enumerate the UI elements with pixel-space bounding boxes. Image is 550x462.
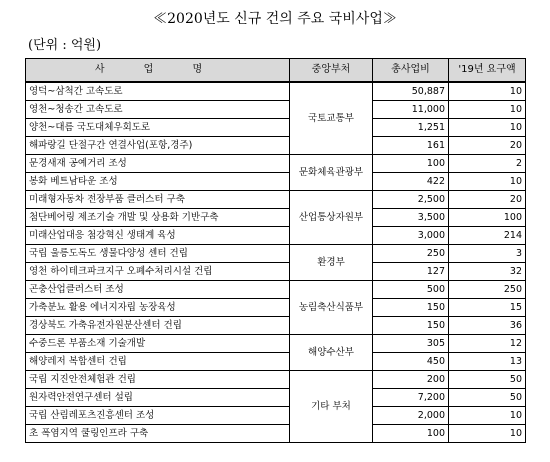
table-row [26,82,526,101]
table-row [26,155,526,173]
request-amount: 10 [449,173,526,191]
table-header-row [26,59,526,83]
table-row [26,335,526,353]
table-row [26,209,526,227]
project-name: 가축분뇨 활용 에너지자립 농장육성 [26,299,290,317]
table-row [26,137,526,155]
request-amount: 13 [449,353,526,371]
total-cost: 150 [373,299,449,317]
project-name: 봉화 베트남타운 조성 [26,173,290,191]
request-amount: 10 [449,119,526,137]
ministry-cell: 환경부 [290,245,373,281]
total-cost: 422 [373,173,449,191]
request-amount: 10 [449,425,526,443]
table-row [26,317,526,335]
total-cost: 2,000 [373,407,449,425]
request-amount: 214 [449,227,526,245]
request-amount: 50 [449,389,526,407]
ministry-cell: 해양수산부 [290,335,373,371]
ministry-cell: 국토교통부 [290,82,373,155]
total-cost: 305 [373,335,449,353]
project-name: 양천~대름 국도대체우회도로 [26,119,290,137]
table-row [26,299,526,317]
request-amount: 15 [449,299,526,317]
total-cost: 3,000 [373,227,449,245]
table-row [26,227,526,245]
column-header-ministry: 중앙부처 [290,59,373,83]
project-name: 원자력안전연구센터 설립 [26,389,290,407]
table-row [26,245,526,263]
total-cost: 3,500 [373,209,449,227]
total-cost: 161 [373,137,449,155]
ministry-cell: 기타 부처 [290,371,373,443]
request-amount: 36 [449,317,526,335]
total-cost: 150 [373,317,449,335]
table-row [26,353,526,371]
project-name: 미래형자동차 전장부품 클러스터 구축 [26,191,290,209]
total-cost: 100 [373,425,449,443]
request-amount: 10 [449,101,526,119]
unit-note: (단위 : 억원) [28,38,102,53]
project-name: 해양레저 복합센터 건립 [26,353,290,371]
total-cost: 500 [373,281,449,299]
request-amount: 250 [449,281,526,299]
column-header-total-cost: 총사업비 [373,59,449,83]
total-cost: 250 [373,245,449,263]
table-row [26,371,526,389]
project-name: 영천 하이테크파크지구 오폐수처리시설 건립 [26,263,290,281]
total-cost: 200 [373,371,449,389]
table-row [26,389,526,407]
request-amount: 10 [449,82,526,101]
project-name: 영덕~삼척간 고속도로 [26,82,290,101]
total-cost: 450 [373,353,449,371]
document-title: ≪2020년도 신규 건의 주요 국비사업≫ [153,11,397,27]
table-row [26,407,526,425]
table-row [26,191,526,209]
project-name: 해파랑길 단절구간 연결사업(포항,경주) [26,137,290,155]
table-row [26,101,526,119]
total-cost: 2,500 [373,191,449,209]
request-amount: 100 [449,209,526,227]
table-row [26,263,526,281]
project-name: 첨단베어링 제조기술 개발 및 상용화 기반구축 [26,209,290,227]
project-name: 국립 울릉도독도 생물다양성 센터 건립 [26,245,290,263]
project-name: 국립 산림레포츠진흥센터 조성 [26,407,290,425]
project-name: 초 폭염지역 쿨링인프라 구축 [26,425,290,443]
column-header-project-name: 사 업 명 [26,59,290,83]
table-row [26,119,526,137]
project-name: 영천~청송간 고속도로 [26,101,290,119]
request-amount: 50 [449,371,526,389]
request-amount: 2 [449,155,526,173]
ministry-cell: 산업통상자원부 [290,191,373,245]
request-amount: 3 [449,245,526,263]
total-cost: 100 [373,155,449,173]
column-header-2019-request: '19년 요구액 [449,59,526,83]
request-amount: 12 [449,335,526,353]
total-cost: 127 [373,263,449,281]
project-name: 문경새재 공예거리 조성 [26,155,290,173]
project-name: 곤충산업클러스터 조성 [26,281,290,299]
request-amount: 20 [449,191,526,209]
project-name: 미래산업대응 첨강혁신 생태계 육성 [26,227,290,245]
total-cost: 50,887 [373,82,449,101]
request-amount: 32 [449,263,526,281]
request-amount: 20 [449,137,526,155]
total-cost: 7,200 [373,389,449,407]
table-row [26,173,526,191]
project-name: 국립 지진안전체험관 건립 [26,371,290,389]
budget-table [25,58,526,443]
total-cost: 11,000 [373,101,449,119]
table-row [26,281,526,299]
project-name: 경상북도 가축유전자원분산센터 건립 [26,317,290,335]
request-amount: 10 [449,407,526,425]
ministry-cell: 문화체육관광부 [290,155,373,191]
ministry-cell: 농림축산식품부 [290,281,373,335]
project-name: 수중드론 부품소재 기술개발 [26,335,290,353]
table-row [26,425,526,443]
total-cost: 1,251 [373,119,449,137]
